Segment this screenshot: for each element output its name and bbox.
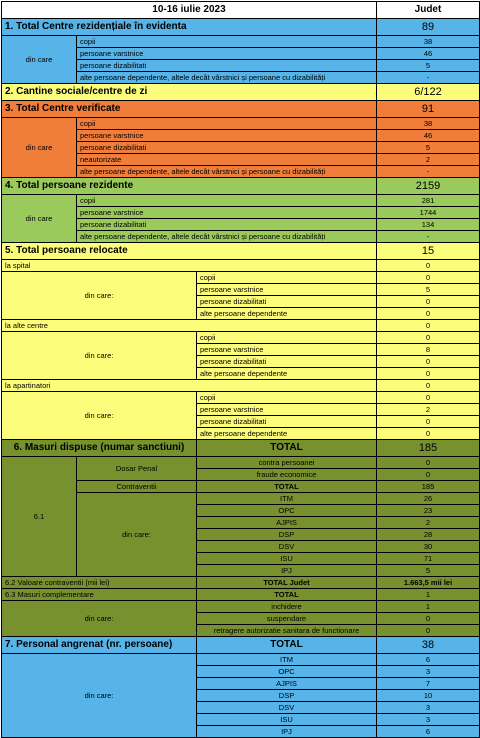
county-header: Judet (377, 2, 480, 19)
period-header: 10-16 iulie 2023 (2, 2, 377, 19)
row-label: alte persoane dependente (197, 368, 377, 380)
s5-group-row (2, 380, 480, 392)
s6-total: 185 (377, 440, 480, 457)
row-label: IPJ (197, 565, 377, 577)
s63-din-care: din care: (2, 601, 197, 637)
row-value: 3 (377, 666, 480, 678)
row-label: persoane varstnice (77, 130, 377, 142)
row-label: persoane dizabilitati (197, 296, 377, 308)
row-value: 3 (377, 714, 480, 726)
group-din-care: din care: (2, 332, 197, 380)
s2-title-row (2, 84, 480, 101)
s5-total: 15 (377, 243, 480, 260)
row-value: 28 (377, 529, 480, 541)
row-value: 38 (377, 36, 480, 48)
row-value: 8 (377, 344, 480, 356)
row-value: 134 (377, 219, 480, 231)
s2-title: 2. Cantine sociale/centre de zi (2, 84, 377, 101)
row-label: retragere autorizatie sanitara de functionare (197, 625, 377, 637)
row-value: 0 (377, 272, 480, 284)
row-value: 0 (377, 332, 480, 344)
row-label: alte persoane dependente, altele decât vârstnici și persoane cu dizabilități (77, 231, 377, 243)
row-value: 0 (377, 428, 480, 440)
row-value: - (377, 231, 480, 243)
row-label: copii (197, 332, 377, 344)
row-value: - (377, 166, 480, 178)
table-row (2, 654, 480, 666)
row-label: ITM (197, 493, 377, 505)
row-label: DSV (197, 541, 377, 553)
row-value: 3 (377, 702, 480, 714)
row-value: 5 (377, 284, 480, 296)
row-label: persoane dizabilitati (197, 416, 377, 428)
contraventii-label: Contraventii (77, 481, 197, 493)
row-label: persoane varstnice (197, 344, 377, 356)
row-label: suspendare (197, 613, 377, 625)
s7-title-row (2, 637, 480, 654)
s3-total: 91 (377, 101, 480, 118)
row-value: 0 (377, 392, 480, 404)
row-value: 0 (377, 469, 480, 481)
header-row (2, 2, 480, 19)
s1-title-row (2, 19, 480, 36)
s1-din-care: din care (2, 36, 77, 84)
s63-total-label: TOTAL (197, 589, 377, 601)
group-value: 0 (377, 260, 480, 272)
row-value: 0 (377, 308, 480, 320)
s63-label: 6.3 Masuri complementare (2, 589, 197, 601)
row-value: 0 (377, 625, 480, 637)
row-value: 281 (377, 195, 480, 207)
table-row (2, 589, 480, 601)
row-label: copii (77, 118, 377, 130)
row-label: OPC (197, 505, 377, 517)
row-label: DSP (197, 690, 377, 702)
group-din-care: din care: (2, 272, 197, 320)
row-value: 23 (377, 505, 480, 517)
row-value: 5 (377, 60, 480, 72)
row-label: DSV (197, 702, 377, 714)
row-label: persoane varstnice (197, 284, 377, 296)
contraventii-total: 185 (377, 481, 480, 493)
group-din-care: din care: (2, 392, 197, 440)
table-row (2, 392, 480, 404)
group-label: la spital (2, 260, 377, 272)
s4-din-care: din care (2, 195, 77, 243)
row-label: alte persoane dependente, altele decât vârstnici și persoane cu dizabilități (77, 72, 377, 84)
s63-value: 1 (377, 589, 480, 601)
table-row (2, 195, 480, 207)
s5-title-row (2, 243, 480, 260)
s7-total: 38 (377, 637, 480, 654)
row-value: 0 (377, 356, 480, 368)
s5-title: 5. Total persoane relocate (2, 243, 377, 260)
row-label: copii (197, 392, 377, 404)
s6-total-label: TOTAL (197, 440, 377, 457)
table-row (2, 272, 480, 284)
group-value: 0 (377, 380, 480, 392)
row-label: AJPIS (197, 678, 377, 690)
group-value: 0 (377, 320, 480, 332)
row-value: 0 (377, 296, 480, 308)
row-value: 5 (377, 565, 480, 577)
s62-label: 6.2 Valoare contraventii (mii lei) (2, 577, 197, 589)
table-row (2, 457, 480, 469)
s6-title-row (2, 440, 480, 457)
s7-total-label: TOTAL (197, 637, 377, 654)
s7-title: 7. Personal angrenat (nr. persoane) (2, 637, 197, 654)
row-label: AJPIS (197, 517, 377, 529)
s62-value: 1.663,5 mii lei (377, 577, 480, 589)
s1-total: 89 (377, 19, 480, 36)
row-value: 10 (377, 690, 480, 702)
s5-group-row (2, 320, 480, 332)
s3-title-row (2, 101, 480, 118)
group-label: la apartinatori (2, 380, 377, 392)
s3-din-care: din care (2, 118, 77, 178)
row-value: 46 (377, 48, 480, 60)
row-value: 71 (377, 553, 480, 565)
row-label: persoane varstnice (77, 48, 377, 60)
row-label: alte persoane dependente (197, 428, 377, 440)
table-row (2, 601, 480, 613)
row-value: 1744 (377, 207, 480, 219)
row-label: copii (197, 272, 377, 284)
row-value: 0 (377, 416, 480, 428)
table-row (2, 577, 480, 589)
row-label: neautorizate (77, 154, 377, 166)
row-label: persoane dizabilitati (77, 142, 377, 154)
table-row (2, 36, 480, 48)
row-value: 5 (377, 142, 480, 154)
s6-din-care: din care: (77, 493, 197, 577)
s62-total-label: TOTAL Judet (197, 577, 377, 589)
row-label: persoane varstnice (77, 207, 377, 219)
row-value: - (377, 72, 480, 84)
row-label: alte persoane dependente (197, 308, 377, 320)
row-label: contra persoanei (197, 457, 377, 469)
row-label: persoane dizabilitati (77, 60, 377, 72)
row-label: persoane varstnice (197, 404, 377, 416)
group-label: la alte centre (2, 320, 377, 332)
report-table (1, 1, 480, 738)
row-value: 6 (377, 726, 480, 738)
row-value: 7 (377, 678, 480, 690)
s4-title: 4. Total persoane rezidente (2, 178, 377, 195)
s7-din-care: din care: (2, 654, 197, 738)
row-value: 6 (377, 654, 480, 666)
row-label: fraude economice (197, 469, 377, 481)
row-label: inchidere (197, 601, 377, 613)
row-label: ISU (197, 714, 377, 726)
row-value: 38 (377, 118, 480, 130)
row-label: OPC (197, 666, 377, 678)
s3-title: 3. Total Centre verificate (2, 101, 377, 118)
s6-title: 6. Masuri dispuse (numar sanctiuni) (2, 440, 197, 457)
row-value: 0 (377, 613, 480, 625)
s4-total: 2159 (377, 178, 480, 195)
row-value: 2 (377, 404, 480, 416)
row-value: 0 (377, 457, 480, 469)
row-label: ITM (197, 654, 377, 666)
row-label: ISU (197, 553, 377, 565)
s6-sub-label: 6.1 (2, 457, 77, 577)
row-value: 1 (377, 601, 480, 613)
row-label: persoane dizabilitati (77, 219, 377, 231)
s4-title-row (2, 178, 480, 195)
s5-group-row (2, 260, 480, 272)
row-value: 2 (377, 154, 480, 166)
table-row (2, 118, 480, 130)
row-value: 0 (377, 368, 480, 380)
row-label: IPJ (197, 726, 377, 738)
s2-value: 6/122 (377, 84, 480, 101)
row-value: 2 (377, 517, 480, 529)
row-value: 30 (377, 541, 480, 553)
row-value: 26 (377, 493, 480, 505)
row-label: copii (77, 195, 377, 207)
row-label: persoane dizabilitati (197, 356, 377, 368)
row-label: DSP (197, 529, 377, 541)
s1-title: 1. Total Centre rezidențiale în evidenta (2, 19, 377, 36)
row-value: 46 (377, 130, 480, 142)
row-label: alte persoane dependente, altele decât vârstnici și persoane cu dizabilități (77, 166, 377, 178)
dosar-penal-label: Dosar Penal (77, 457, 197, 481)
contraventii-total-label: TOTAL (197, 481, 377, 493)
row-label: copii (77, 36, 377, 48)
table-row (2, 332, 480, 344)
